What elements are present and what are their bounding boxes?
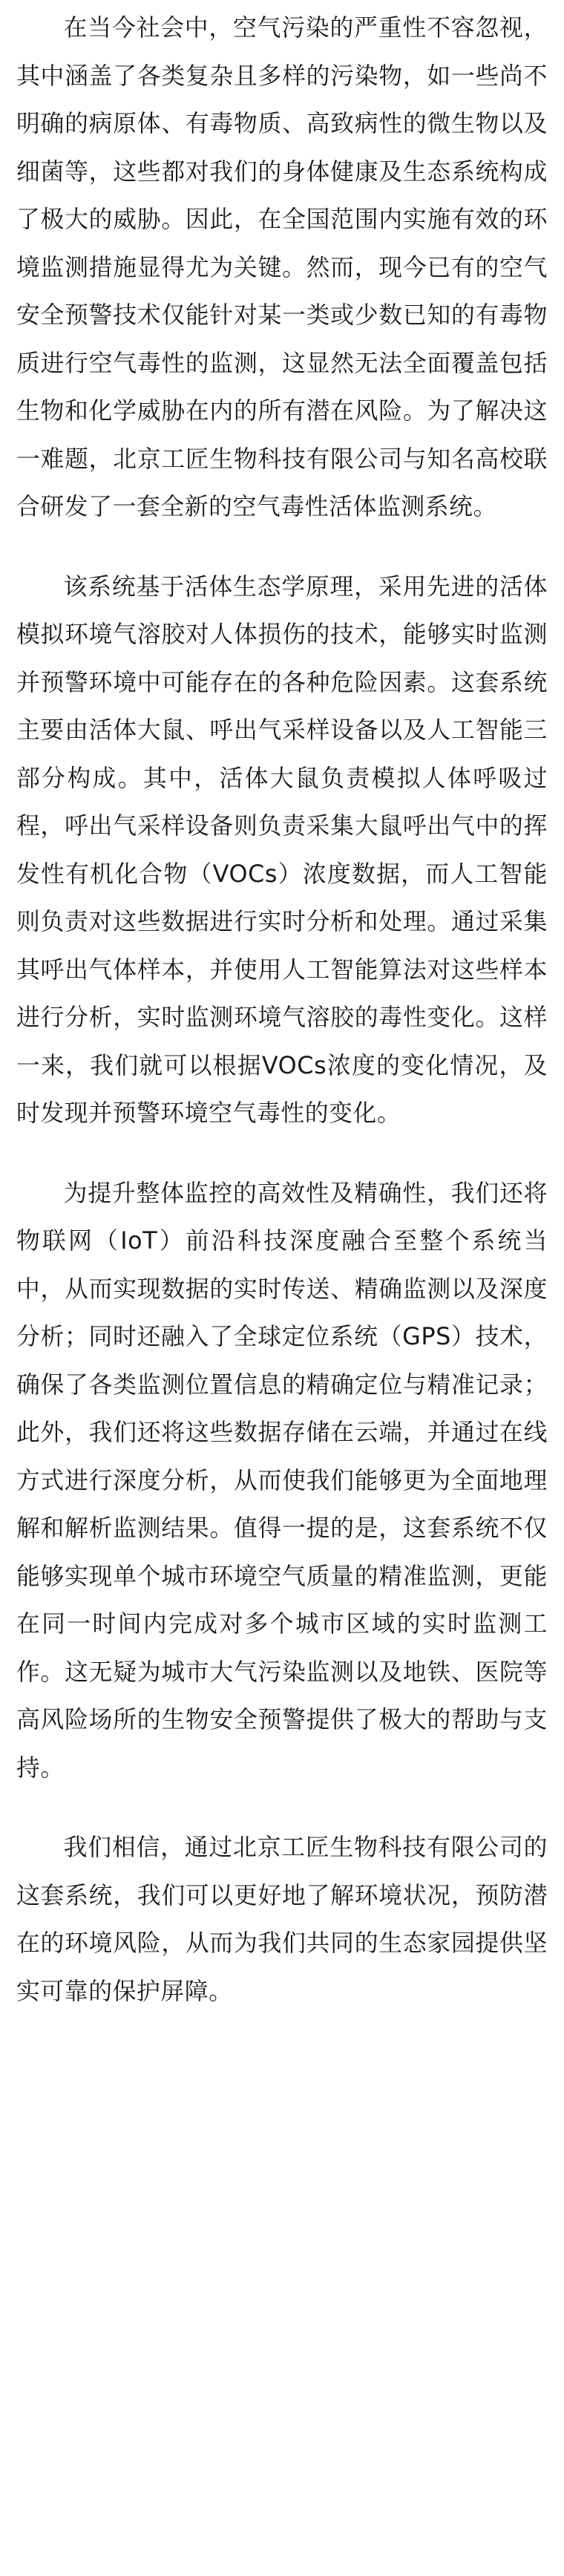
- paragraph-conclusion: 我们相信，通过北京工匠生物科技有限公司的这套系统，我们可以更好地了解环境状况，预防潜在的环境风险，从而为我们共同的生态家园提供坚实可靠的保护屏障。: [16, 1834, 548, 2005]
- paragraph-iot-gps-cloud: 为提升整体监控的高效性及精确性，我们还将物联网（IoT）前沿科技深度融合至整个系统当中，从而实现数据的实时传送、精确监测以及深度分析；同时还融入了全球定位系统（GPS）技术，确保了各类监测位置信息的精确定位与精准记录；此外，我们还将这些数据存储在云端，并通过在线方式进行深度分析，从而使我们能够更为全面地理解和解析监测结果。值得一提的是，这套系统不仅能够实现单个城市环境空气质量的精准监测，更能在同一时间内完成对多个城市区域的实时监测工作。这无疑为城市大气污染监测以及地铁、医院等高风险场所的生物安全预警提供了极大的帮助与支持。: [16, 1179, 548, 1782]
- paragraph-air-pollution-intro: 在当今社会中，空气污染的严重性不容忽视，其中涵盖了各类复杂且多样的污染物，如一些尚不明确的病原体、有毒物质、高致病性的微生物以及细菌等，这些都对我们的身体健康及生态系统构成了极大的威胁。因此，在全国范围内实施有效的环境监测措施显得尤为关键。然而，现今已有的空气安全预警技术仅能针对某一类或少数已知的有毒物质进行空气毒性的监测，这显然无法全面覆盖包括生物和化学威胁在内的所有潜在风险。为了解决这一难题，北京工匠生物科技有限公司与知名高校联合研发了一套全新的空气毒性活体监测系统。: [16, 14, 548, 520]
- paragraph-system-principle: 该系统基于活体生态学原理，采用先进的活体模拟环境气溶胶对人体损伤的技术，能够实时监测并预警环境中可能存在的各种危险因素。这套系统主要由活体大鼠、呼出气采样设备以及人工智能三部分构成。其中，活体大鼠负责模拟人体呼吸过程，呼出气采样设备则负责采集大鼠呼出气中的挥发性有机化合物（VOCs）浓度数据，而人工智能则负责对这些数据进行实时分析和处理。通过采集其呼出气体样本，并使用人工智能算法对这些样本进行分析，实时监测环境气溶胶的毒性变化。这样一来，我们就可以根据VOCs浓度的变化情况，及时发现并预警环境空气毒性的变化。: [16, 572, 548, 1127]
